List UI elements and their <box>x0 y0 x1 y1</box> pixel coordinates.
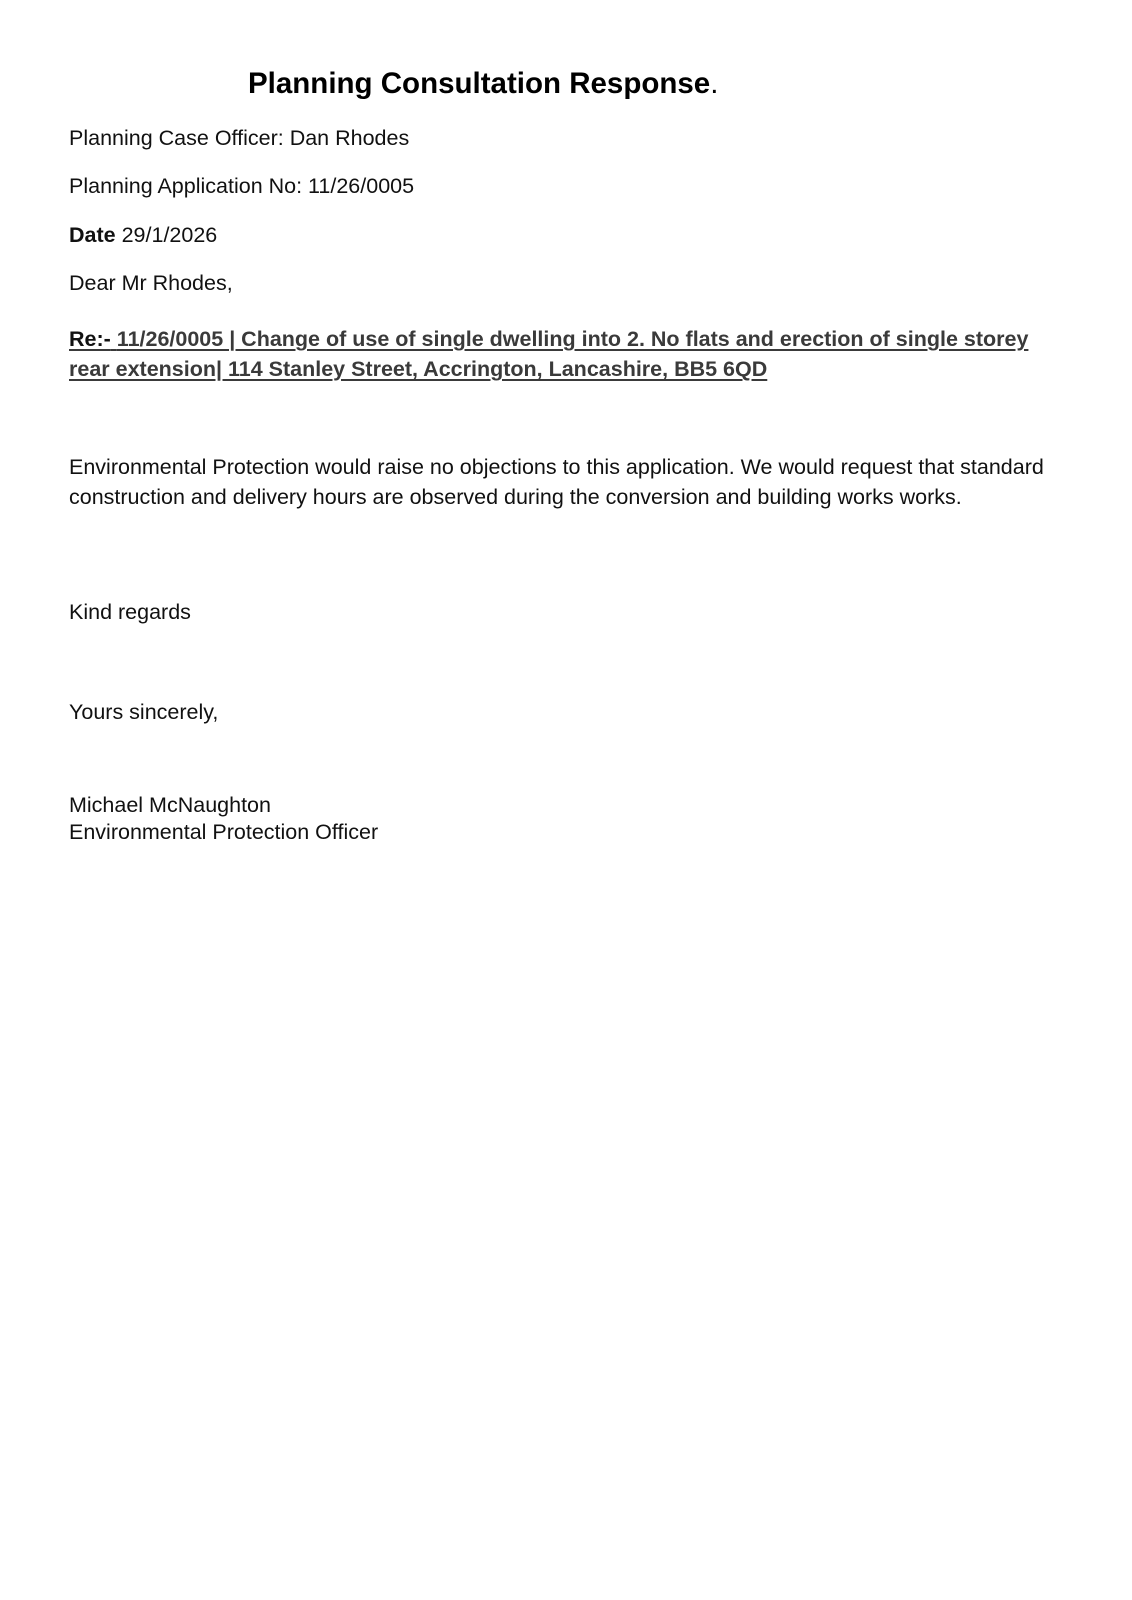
kind-regards: Kind regards <box>69 600 191 624</box>
title-suffix: . <box>710 67 719 100</box>
title-text: Planning Consultation Response <box>248 67 711 100</box>
reference-text: 11/26/0005 | Change of use of single dwelling into 2. No flats and erection of single storey rear extension| 114 Stanley Street, Accrington, Lancashire, BB5 6QD <box>69 327 1029 381</box>
salutation: Dear Mr Rhodes, <box>69 271 233 295</box>
date-label: Date <box>69 223 116 247</box>
application-number-line: Planning Application No: 11/26/0005 <box>69 174 415 198</box>
closing-line: Yours sincerely, <box>69 700 219 724</box>
signature-block <box>69 792 378 846</box>
signatory-title: Environmental Protection Officer <box>69 820 379 844</box>
date-value: 29/1/2026 <box>121 223 218 247</box>
reference-heading <box>69 324 1069 384</box>
case-officer-line: Planning Case Officer: Dan Rhodes <box>69 126 410 150</box>
signatory-name: Michael McNaughton <box>69 793 271 817</box>
page-title <box>248 67 718 101</box>
body-paragraph: Environmental Protection would raise no objections to this application. We would request that standard construction and delivery hours are observed during the conversion and building works works. <box>69 455 1044 509</box>
reference-prefix: Re:- <box>69 327 111 351</box>
date-line <box>69 220 217 250</box>
